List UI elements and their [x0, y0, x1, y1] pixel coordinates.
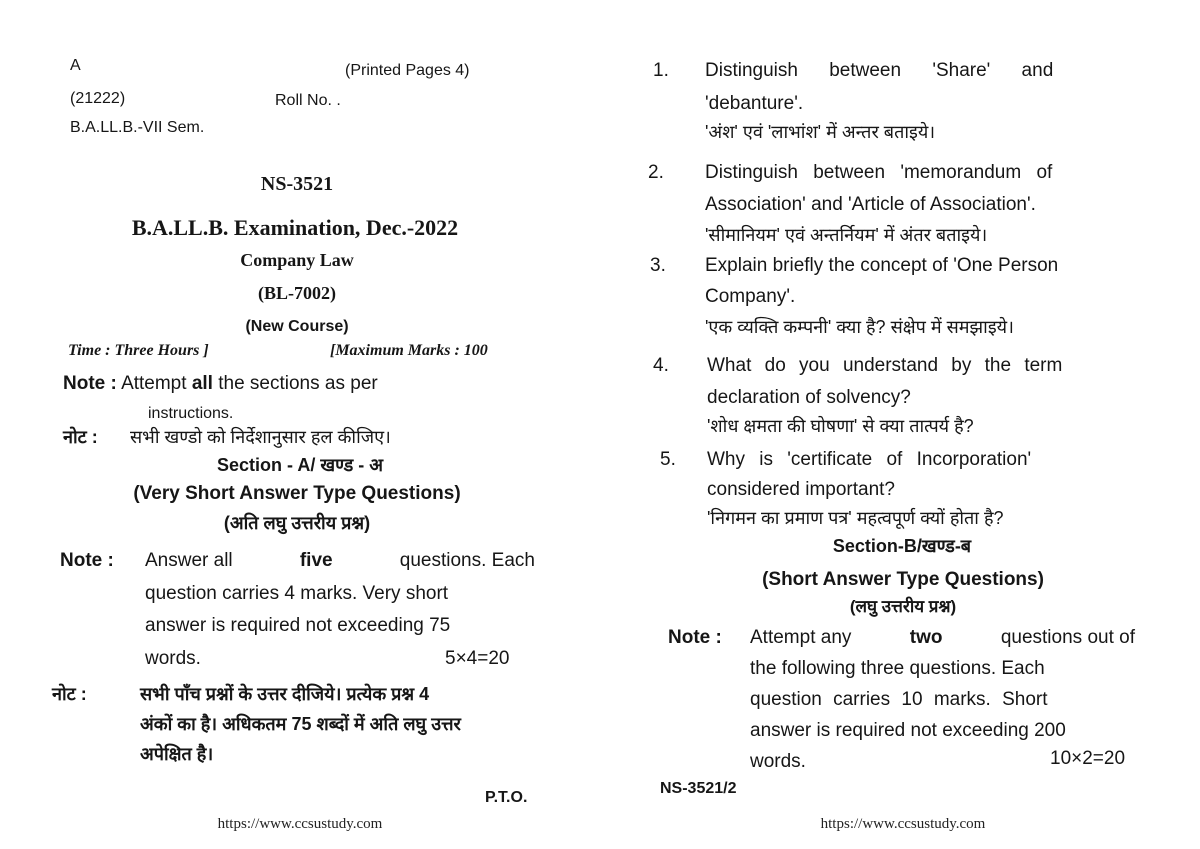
question-number: 5.	[660, 449, 676, 470]
question-text: Company'.	[705, 286, 796, 307]
sb-note-label: Note :	[668, 627, 722, 648]
sa-marks: 5×4=20	[445, 648, 510, 669]
question-text: Explain briefly the concept of 'One Person	[705, 255, 1059, 276]
question-number: 4.	[653, 355, 669, 376]
sa-note-hi-label: नोट :	[52, 684, 87, 704]
sb-marks: 10×2=20	[1050, 748, 1126, 769]
note-hi-label: नोट :	[63, 427, 98, 447]
question-hi: 'शोध क्षमता की घोषणा' से क्या तात्पर्य है?	[707, 416, 974, 436]
note-text: Answer all	[145, 550, 233, 571]
course: (New Course)	[245, 318, 349, 335]
question-number: 1.	[653, 60, 669, 81]
sa-note-hi-line-1: सभी पाँच प्रश्नों के उत्तर दीजिये। प्रत्येक प्रश्न 4	[140, 684, 430, 704]
sb-note-line-5: words.	[750, 751, 806, 772]
footer-url-left[interactable]: https://www.ccsustudy.com	[217, 816, 383, 832]
question-number: 3.	[650, 255, 666, 276]
question-text: Distinguish between 'memorandum of	[705, 162, 1053, 183]
paper-number: NS-3521	[260, 173, 334, 195]
sb-note-line-2: the following three questions. Each	[750, 658, 1045, 679]
section-a-type-hi: (अति लघु उत्तरीय प्रश्न)	[223, 513, 371, 533]
note-hi: सभी खण्डो को निर्देशानुसार हल कीजिए।	[130, 427, 391, 447]
section-b-heading: Section-B/खण्ड-ब	[832, 536, 972, 556]
question-text: What do you understand by the term	[707, 355, 1063, 376]
footer-url-right[interactable]: https://www.ccsustudy.com	[820, 816, 986, 832]
note-text: questions out of	[1000, 627, 1135, 648]
sa-note-line-1	[145, 550, 535, 572]
section-b-type: (Short Answer Type Questions)	[762, 569, 1044, 590]
subject: Company Law	[240, 250, 354, 270]
sa-note-hi-line-3: अपेक्षित है।	[140, 744, 214, 764]
sa-note-line-3: answer is required not exceeding 75	[145, 615, 451, 636]
sa-note-hi-line-2: अंकों का है। अधिकतम 75 शब्दों में अति लघु उत्तर	[140, 714, 461, 734]
note-text: questions. Each	[399, 550, 535, 571]
paper-code: (21222)	[70, 90, 126, 107]
note-text: Attempt any	[750, 627, 852, 648]
time: Time : Three Hours ]	[68, 342, 209, 359]
note-line-2: instructions.	[148, 405, 234, 422]
sb-note-line-3: question carries 10 marks. Short	[750, 689, 1048, 710]
note-emphasis: all	[191, 373, 213, 394]
question-hi: 'निगमन का प्रमाण पत्र' महत्वपूर्ण क्यों होता है?	[707, 508, 1004, 528]
section-a-type: (Very Short Answer Type Questions)	[133, 483, 461, 504]
sa-note-label: Note :	[60, 550, 114, 571]
sb-note-line-1	[750, 627, 1135, 649]
note-emphasis: five	[299, 550, 333, 571]
exam-title: B.A.LL.B. Examination, Dec.-2022	[131, 215, 459, 240]
sa-note-line-4: words.	[145, 648, 201, 669]
section-a-heading: Section - A/ खण्ड - अ	[217, 455, 383, 475]
roll-no: Roll No. .	[275, 92, 341, 109]
sb-note-line-4: answer is required not exceeding 200	[750, 720, 1066, 741]
question-text: considered important?	[707, 479, 895, 500]
question-text: Association' and 'Article of Association'.	[705, 194, 1036, 215]
section-b-type-hi: (लघु उत्तरीय प्रश्न)	[849, 597, 957, 616]
question-hi: 'अंश' एवं 'लाभांश' में अन्तर बताइये।	[705, 122, 936, 142]
series-label: A	[70, 57, 81, 74]
question-hi: 'एक व्यक्ति कम्पनी' क्या है? संक्षेप में समझाइये।	[705, 317, 1014, 337]
question-text: Distinguish between 'Share' and	[705, 60, 1054, 81]
printed-pages: (Printed Pages 4)	[345, 62, 470, 79]
note-text: Attempt	[121, 373, 187, 394]
question-text: declaration of solvency?	[707, 387, 911, 408]
question-hi: 'सीमानियम' एवं अन्तर्नियम' में अंतर बताइये।	[705, 225, 988, 245]
note-emphasis: two	[909, 627, 943, 648]
question-text: 'debanture'.	[705, 93, 804, 114]
question-number: 2.	[648, 162, 664, 183]
footer-code: NS-3521/2	[660, 780, 737, 797]
sa-note-line-2: question carries 4 marks. Very short	[145, 583, 449, 604]
semester: B.A.LL.B.-VII Sem.	[70, 119, 205, 136]
subject-code: (BL-7002)	[258, 283, 336, 303]
question-text: Why is 'certificate of Incorporation'	[707, 449, 1032, 470]
note-label: Note :	[63, 373, 117, 394]
note-line	[63, 373, 378, 395]
note-text: the sections as per	[218, 373, 378, 394]
max-marks: [Maximum Marks : 100	[330, 342, 488, 359]
pto: P.T.O.	[485, 789, 528, 806]
